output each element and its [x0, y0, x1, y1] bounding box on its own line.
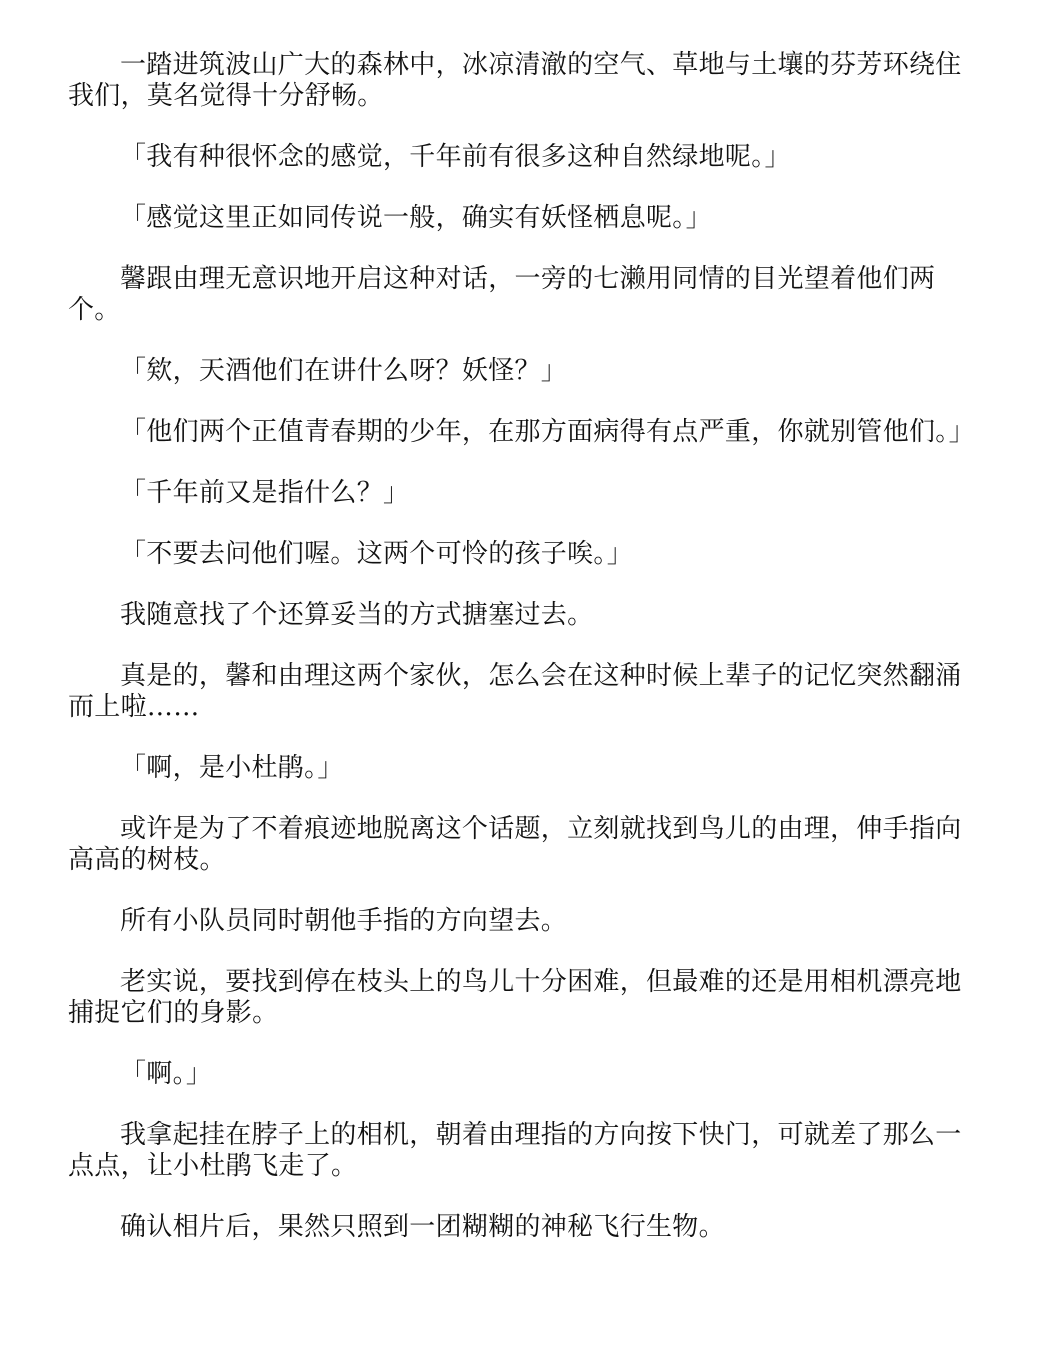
paragraph: 或许是为了不着痕迹地脱离这个话题，立刻就找到鸟儿的由理，伸手指向高高的树枝。: [68, 814, 962, 875]
paragraph: 一踏进筑波山广大的森林中，冰凉清澈的空气、草地与土壤的芬芳环绕住我们，莫名觉得十分舒畅。: [68, 50, 962, 111]
paragraph: 我拿起挂在脖子上的相机，朝着由理指的方向按下快门，可就差了那么一点点，让小杜鹃飞走了。: [68, 1120, 962, 1181]
paragraph: 「不要去问他们喔。这两个可怜的孩子唉。」: [120, 539, 634, 569]
paragraph: 「啊，是小杜鹃。」: [120, 753, 344, 783]
paragraph: 我随意找了个还算妥当的方式搪塞过去。: [120, 600, 594, 630]
paragraph: 「啊。」: [120, 1059, 213, 1089]
paragraph: 「千年前又是指什么？」: [120, 478, 410, 508]
paragraph: 「我有种很怀念的感觉，千年前有很多这种自然绿地呢。」: [120, 142, 791, 172]
paragraph: 真是的，馨和由理这两个家伙，怎么会在这种时候上辈子的记忆突然翻涌而上啦……: [68, 661, 962, 722]
paragraph: 老实说，要找到停在枝头上的鸟儿十分困难，但最难的还是用相机漂亮地捕捉它们的身影。: [68, 967, 962, 1028]
paragraph: 「感觉这里正如同传说一般，确实有妖怪栖息呢。」: [120, 203, 712, 233]
paragraph: 确认相片后，果然只照到一团糊糊的神秘飞行生物。: [120, 1212, 725, 1242]
paragraph: 「他们两个正值青春期的少年，在那方面病得有点严重，你就别管他们。」: [120, 417, 975, 447]
paragraph: 馨跟由理无意识地开启这种对话，一旁的七濑用同情的目光望着他们两个。: [68, 264, 936, 325]
paragraph: 所有小队员同时朝他手指的方向望去。: [120, 906, 568, 936]
paragraph: 「欸，天酒他们在讲什么呀？妖怪？」: [120, 356, 568, 386]
document-body: [68, 50, 978, 1273]
